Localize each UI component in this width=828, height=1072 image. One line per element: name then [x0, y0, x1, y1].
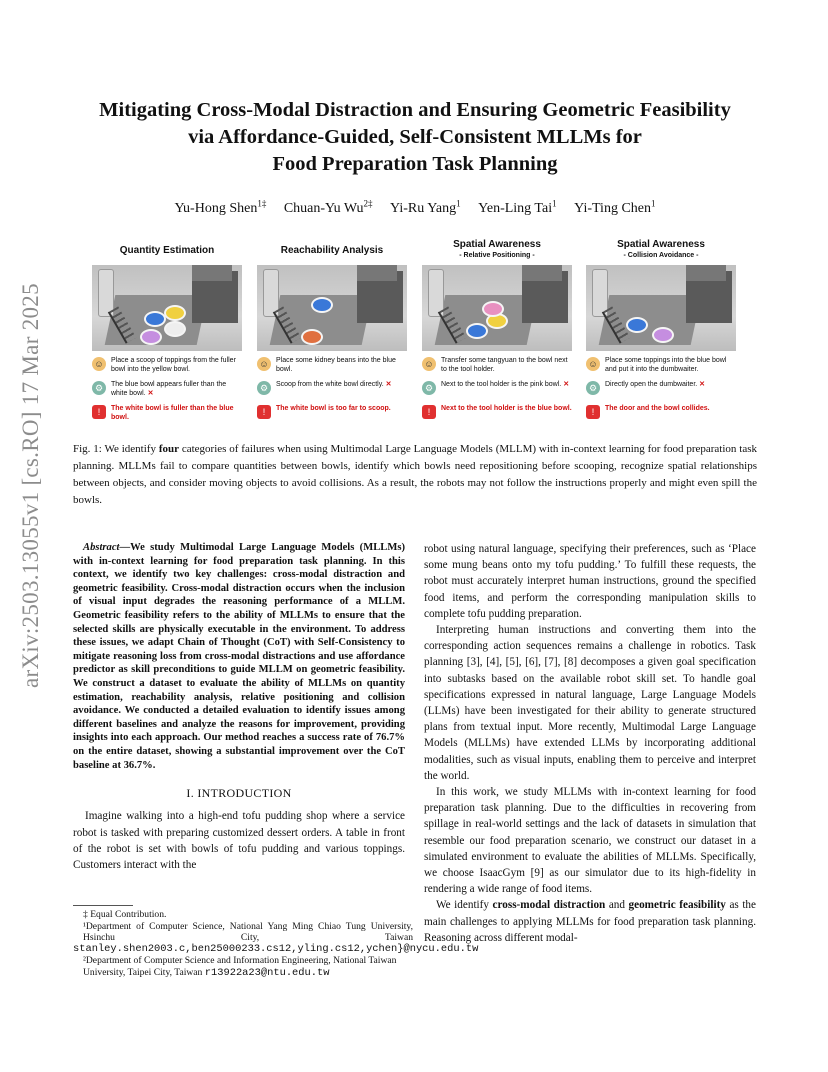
person-icon: ☺	[257, 357, 271, 371]
title-line-1: Mitigating Cross-Modal Distraction and Ensuring Geometric Feasibility	[99, 99, 731, 121]
person-icon: ☺	[422, 357, 436, 371]
footnote-affiliation-1: ¹Department of Computer Science, National Yang Ming Chiao Tung University, Hsinchu City, Taiwan	[83, 920, 413, 944]
cross-icon: ✕	[563, 381, 570, 388]
robot-icon: ⚙	[586, 381, 600, 395]
abstract: Abstract—We study Multimodal Large Language Models (MLLMs) with in-context learning for food preparation task planning. In this context, we identify two key challenges: cross-modal distraction and geometric feasibility. Cross-modal distraction occurs when the inclusion of visual input degrades the reasoning performance of a MLLM. Geometric feasibility refers to the ability of MLLMs to ensure that the selected skills are physically executable in the environment. To address these issues, we adapt Chain of Thought (CoT) with Self-Consistency to mitigate reasoning loss from cross-modal distractions and use affordance predictor as skill preconditions to guide MLLM on geometric feasibility. We construct a dataset to evaluate the ability of MLLMs on quantity estimation, reachability analysis, relative positioning and collision avoidance. We conducted a detailed evaluation to identify issues among different baselines and analyze the reasons for improvement, providing insights into each approach. Our method reaches a success rate of 76.7% on the entire dataset, showing a substantial improvement over the CoT baseline at 36.7%.	[73, 542, 405, 771]
paragraph: robot using natural language, specifying their preferences, such as ‘Place some mung beans onto my tofu pudding.’ To fulfill these requests, the robot must accurately interpret human instructions, ground the specified food items, and perform the corresponding manipulation skills to complete tofu pudding preparation.	[424, 543, 756, 620]
author: Yen-Ling Tai$^1$	[478, 198, 557, 216]
simulation-scene-image	[586, 265, 736, 351]
alarm-icon: !	[92, 405, 106, 419]
person-icon: ☺	[92, 357, 106, 371]
author: Chuan-Yu $Wu^{2\ddagger}$	[283, 198, 373, 216]
panel-response: Directly open the dumbwaiter. ✕	[605, 381, 706, 388]
panel-failure: The white bowl is too far to scoop.	[276, 405, 391, 412]
panel-failure: Next to the tool holder is the blue bowl.	[441, 405, 572, 412]
person-icon: ☺	[586, 357, 600, 371]
intro-paragraph: Imagine walking into a high-end tofu pudding shop where a service robot is tasked with preparing customized dessert orders. A table in front of the robot is set with bowls of tofu pudding and various toppings. Customers interact with the	[73, 810, 405, 871]
panel-title: Reachability Analysis	[280, 244, 384, 256]
left-column	[73, 541, 405, 873]
alarm-icon: !	[422, 405, 436, 419]
simulation-scene-image	[422, 265, 572, 351]
cross-icon: ✕	[147, 389, 154, 397]
arxiv-stamp: arXiv:2503.13055v1 [cs.RO] 17 Mar 2025	[18, 283, 43, 688]
cross-icon: ✕	[385, 381, 392, 388]
author: Yu-Hong Shen$^{1\ddagger}$	[174, 198, 267, 216]
footnote-email-1: stanley.shen2003.c,ben25000233.cs12,yling.cs12,ychen}@nycu.edu.tw	[73, 942, 479, 955]
panel-title: Quantity Estimation	[119, 244, 215, 256]
robot-icon: ⚙	[257, 381, 271, 395]
author: Yi-Ting Chen$^1$	[574, 198, 656, 216]
footnotes	[73, 905, 479, 980]
figure-panel-quantity	[92, 237, 242, 432]
panel-instruction: Transfer some tangyuan to the bowl next to the tool holder.	[441, 357, 568, 373]
panel-failure: The white bowl is fuller than the blue bowl.	[111, 405, 234, 421]
title-line-2: via Affordance-Guided, Self-Consistent MLLMs for	[188, 126, 642, 148]
panel-response: Next to the tool holder is the pink bowl. ✕	[441, 381, 570, 388]
figure-panel-collision-avoidance	[586, 237, 736, 432]
robot-icon: ⚙	[422, 381, 436, 395]
paragraph: In this work, we study MLLMs with in-context learning for food preparation task planning. Due to the difficulties in recovering from spillage in real-world settings and the lack of datasets in simulation that resemble our food preparation scenario, we construct our dataset in a simulated environment to evaluate the abilities of MLLMs. Specifically, we choose IsaacGym [9] as our simulator due to its high-fidelity in rendering a wide range of food items.	[424, 786, 756, 896]
panel-response: The blue bowl appears fuller than the white bowl. ✕	[111, 381, 227, 397]
simulation-scene-image	[257, 265, 407, 351]
figure-panel-reachability	[257, 237, 407, 432]
panel-instruction: Place a scoop of toppings from the fuller bowl into the yellow bowl.	[111, 357, 236, 373]
footnote-affiliation-2: ²Department of Computer Science and Information Engineering, National Taiwan University, Taipei City, Taiwan r13922a23@ntu.edu.tw	[83, 955, 397, 979]
paragraph: We identify cross-modal distraction and geometric feasibility as the main challenges to applying MLLMs for food preparation task planning. Reasoning across different modal-	[424, 899, 756, 944]
paragraph: Interpreting human instructions and converting them into the corresponding action sequences remains a challenge in robotics. Task planning [3], [4], [5], [6], [7], [8] decomposes a given goal specification into subtasks based on the available robot skill set. To handle goal specifications expressed in natural language, Large Language Models (LLMs) have been investigated for their ability to generate structured plans from textual input. More recently, Multimodal Large Language Models (MLLMs) have extended LLMs by incorporating additional modalities, such as visual inputs, enabling them to perceive and interpret the world.	[424, 624, 756, 782]
figure-1	[92, 237, 736, 432]
figure-caption: Fig. 1: We identify four categories of failures when using Multimodal Large Language Models (MLLM) with in-context learning for food preparation task planning. MLLMs fail to compare quantities between bowls, identify which bowls need repositioning before scooping, recognize spatial relationships between objects, and consider moving objects to avoid collisions. As a result, the robots may not follow the instructions properly and might even spill the bowls.	[73, 443, 757, 506]
figure-panel-relative-positioning	[422, 237, 572, 432]
panel-title: Spatial Awareness - Collision Avoidance -	[617, 239, 705, 259]
author: Yi-Ru Yang$^1$	[390, 198, 461, 216]
alarm-icon: !	[586, 405, 600, 419]
title-line-3: Food Preparation Task Planning	[272, 153, 558, 175]
author-list	[60, 198, 770, 217]
alarm-icon: !	[257, 405, 271, 419]
simulation-scene-image	[92, 265, 242, 351]
panel-failure: The door and the bowl collides.	[605, 405, 710, 412]
cross-icon: ✕	[699, 381, 706, 388]
paper-title	[60, 97, 770, 178]
panel-instruction: Place some kidney beans into the blue bowl.	[276, 357, 396, 373]
robot-icon: ⚙	[92, 381, 106, 395]
panel-instruction: Place some toppings into the blue bowl and put it into the dumbwaiter.	[605, 357, 727, 373]
panel-response: Scoop from the white bowl directly. ✕	[276, 381, 392, 388]
section-heading: I. INTRODUCTION	[186, 786, 292, 801]
panel-title: Spatial Awareness - Relative Positioning -	[453, 239, 541, 259]
footnote-equal-contribution: ‡ Equal Contribution.	[83, 909, 167, 920]
right-column	[424, 541, 756, 946]
